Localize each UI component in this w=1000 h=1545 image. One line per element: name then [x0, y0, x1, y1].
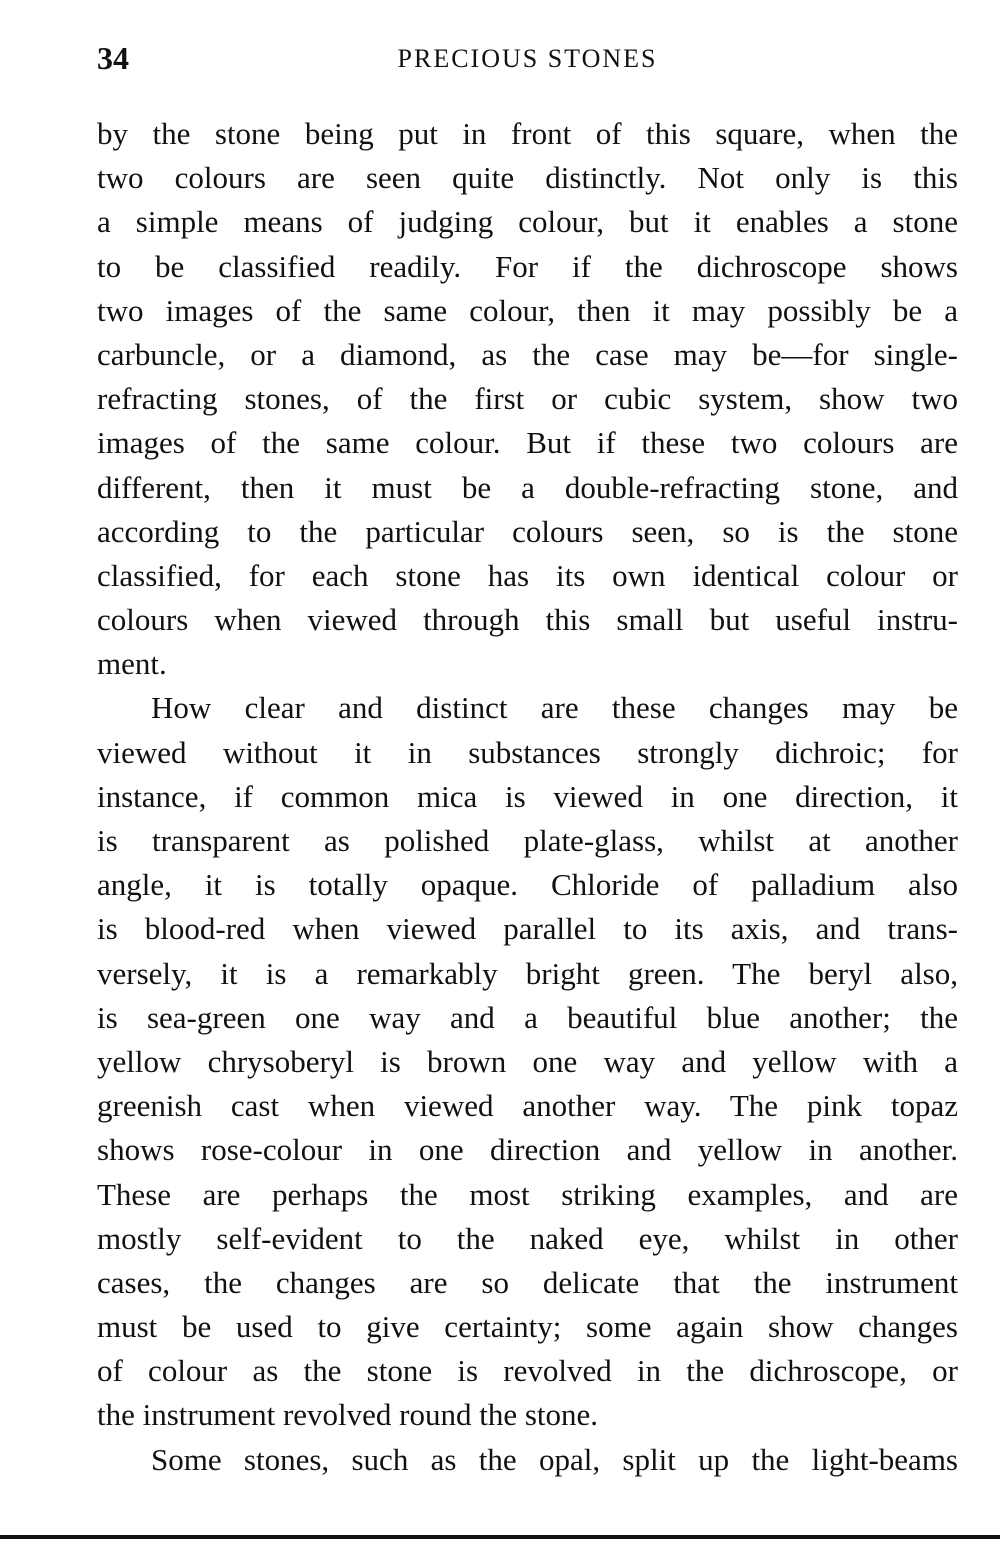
text-line: yellow chrysoberyl is brown one way and yellow with a [97, 1043, 958, 1079]
text-line: mostly self-evident to the naked eye, whilst in other [97, 1220, 958, 1256]
text-line: of colour as the stone is revolved in the dichroscope, or [97, 1353, 958, 1389]
text-line: shows rose-colour in one direction and yellow in another. [97, 1132, 958, 1168]
text-line: images of the same colour. But if these two colours are [97, 425, 958, 461]
text-line: cases, the changes are so delicate that the instrument [97, 1264, 958, 1300]
text-line: colours when viewed through this small but useful instru- [97, 602, 958, 638]
text-line: classified, for each stone has its own identical colour or [97, 557, 958, 593]
text-line: carbuncle, or a diamond, as the case may be—for single- [97, 336, 958, 372]
text-line: different, then it must be a double-refracting stone, and [97, 469, 958, 505]
text-line: viewed without it in substances strongly dichroic; for [97, 734, 958, 770]
text-line: the instrument revolved round the stone. [97, 1397, 599, 1433]
text-line: How clear and distinct are these changes may be [151, 690, 958, 726]
text-line: must be used to give certainty; some again show changes [97, 1309, 958, 1345]
text-line: ment. [97, 646, 167, 682]
text-line: greenish cast when viewed another way. The pink topaz [97, 1088, 958, 1124]
body-text [97, 112, 958, 1482]
text-line: instance, if common mica is viewed in one direction, it [97, 778, 958, 814]
text-line: by the stone being put in front of this square, when the [97, 116, 958, 151]
text-line: according to the particular colours seen, so is the stone [97, 513, 958, 549]
text-line: to be classified readily. For if the dichroscope shows [97, 248, 958, 284]
text-line: These are perhaps the most striking examples, and are [97, 1176, 958, 1212]
text-line: refracting stones, of the first or cubic system, show two [97, 381, 958, 417]
text-line: is blood-red when viewed parallel to its axis, and trans- [97, 911, 958, 947]
running-title: PRECIOUS STONES [397, 44, 658, 73]
text-line: two images of the same colour, then it may possibly be a [97, 292, 958, 328]
text-line: Some stones, such as the opal, split up the light-beams [151, 1441, 958, 1477]
page-number: 34 [97, 40, 129, 76]
text-line: is sea-green one way and a beautiful blue another; the [97, 999, 958, 1035]
text-line: angle, it is totally opaque. Chloride of palladium also [97, 867, 958, 903]
text-line: is transparent as polished plate-glass, whilst at another [97, 823, 958, 858]
bottom-rule [0, 1535, 1000, 1539]
text-line: a simple means of judging colour, but it enables a stone [97, 204, 958, 240]
text-line: two colours are seen quite distinctly. Not only is this [97, 160, 958, 196]
text-line: versely, it is a remarkably bright green. The beryl also, [97, 955, 958, 991]
